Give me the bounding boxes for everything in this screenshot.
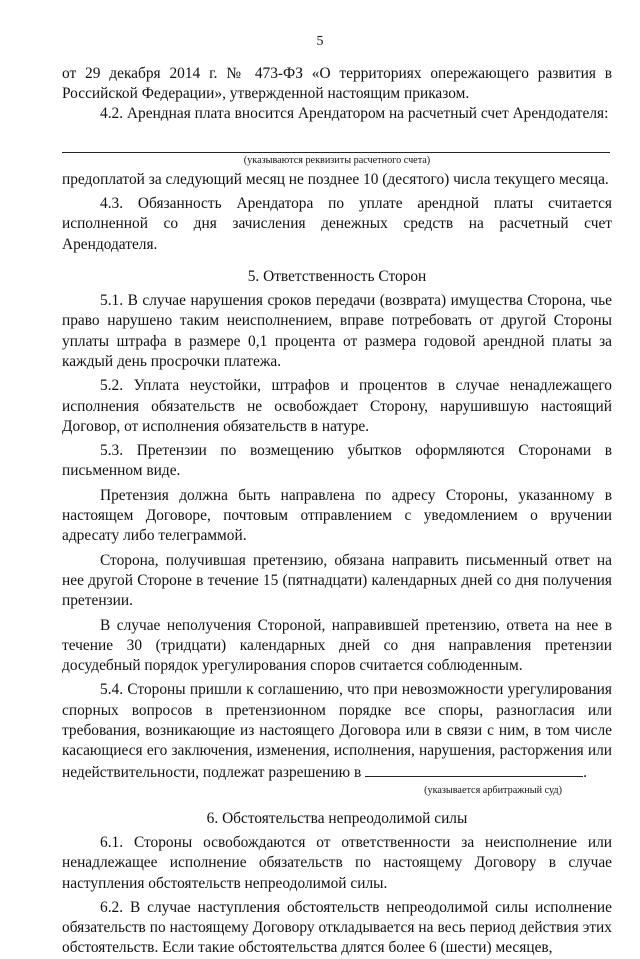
paragraph-intro: от 29 декабря 2014 г. № 473-ФЗ «О территориях опережающего развития в Российской Федерации», утвержденной настоящим приказом. (62, 65, 612, 103)
note-account-details: (указываются реквизиты расчетного счета) (243, 154, 431, 166)
note-arbitration-court: (указывается арбитражный суд) (424, 784, 562, 796)
paragraph-5-3: 5.3. Претензии по возмещению убытков оформляются Сторонами в письменном виде. (62, 442, 612, 480)
paragraph-no-response: В случае неполучения Стороной, направившей претензию, ответа на нее в течение 30 (тридцати) календарных дней со дня направления претензии досудебный порядок урегулирования споров считается соблюденным. (62, 616, 612, 675)
account-blank-line (62, 132, 610, 153)
paragraph-4-3: 4.3. Обязанность Арендатора по уплате арендной платы считается исполненной со дня зачисления денежных средств на расчетный счет Арендодателя. (62, 195, 612, 253)
heading-section-6: 6. Обстоятельства непреодолимой силы (206, 809, 468, 827)
paragraph-5-2: 5.2. Уплата неустойки, штрафов и процентов в случае ненадлежащего исполнения обязательств не освобождает Сторону, нарушившую настоящий Договор, от исполнения обязательств в натуре. (62, 377, 612, 435)
paragraph-prepayment: предоплатой за следующий месяц не позднее 10 (десятого) числа текущего месяца. (62, 170, 609, 188)
paragraph-5-4-text: 5.4. Стороны пришли к соглашению, что при невозможности урегулирования спорных вопросов в претензионном порядке все споры, разногласия или требования, возникающие из настоящего Договора или в связи с ним, в том числе касающиеся его заключения, изменения, исполнения, нарушения, расторжения или недействительности, подлежат разрешению в (62, 681, 612, 781)
paragraph-claim-response: Сторона, получившая претензию, обязана направить письменный ответ на нее другой Стороне в течение 15 (пятнадцати) календарных дней со дня получения претензии. (62, 551, 612, 610)
heading-section-5: 5. Ответственность Сторон (247, 268, 427, 286)
paragraph-5-4-end: . (583, 763, 587, 781)
court-blank-line (365, 762, 583, 777)
paragraph-claim: Претензия должна быть направлена по адресу Стороны, указанному в настоящем Договоре, почтовым отправлением с уведомлением о вручении адресату либо телеграммой. (62, 486, 612, 545)
paragraph-4-2: 4.2. Арендная плата вносится Арендатором на расчетный счет Арендодателя: (100, 104, 609, 122)
page-number: 5 (316, 34, 324, 49)
paragraph-6-1: 6.1. Стороны освобождаются от ответственности за неисполнение или ненадлежащее исполнение обязательств по настоящему Договору в случае наступления обстоятельств непреодолимой силы. (62, 833, 612, 892)
paragraph-5-1: 5.1. В случае нарушения сроков передачи (возврата) имущества Сторона, чье право нарушено таким неисполнением, вправе потребовать от другой Стороны уплаты штрафа в размере 0,1 процента от размера годовой арендной платы за каждый день просрочки платежа. (62, 292, 612, 370)
document-body (62, 64, 612, 959)
paragraph-5-4 (62, 680, 612, 782)
paragraph-6-2: 6.2. В случае наступления обстоятельств непреодолимой силы исполнение обязательств по настоящему Договору откладывается на весь период действия этих обстоятельств. Если такие обстоятельства длятся более 6 (шести) месяцев, (62, 898, 612, 957)
